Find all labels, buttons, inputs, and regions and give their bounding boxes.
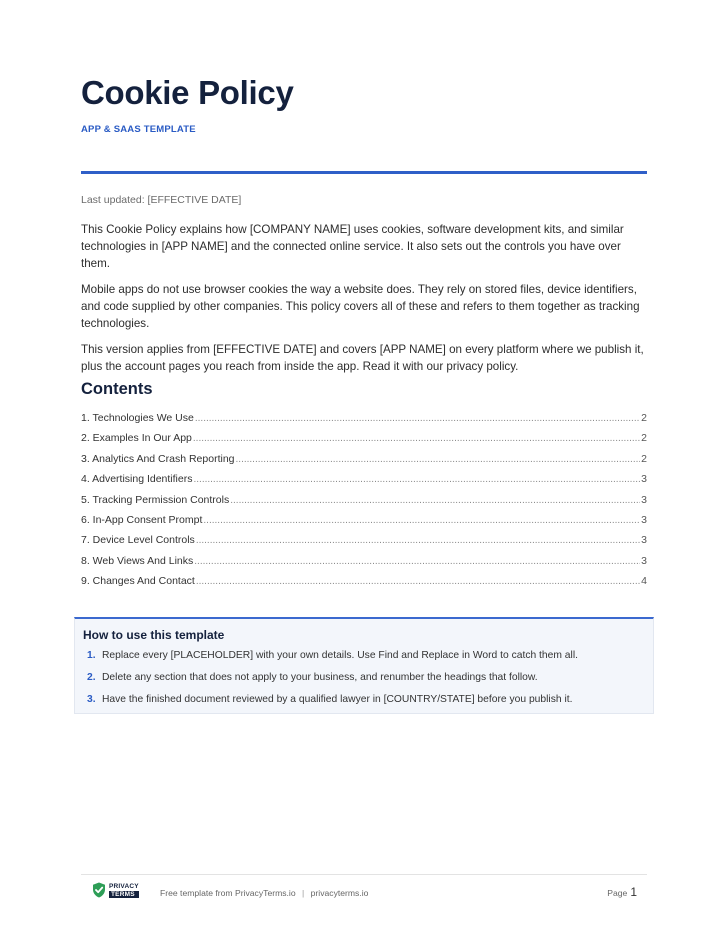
toc-item-page: 3 xyxy=(641,473,647,486)
page-number xyxy=(607,885,637,899)
toc-leader-dots xyxy=(194,556,640,567)
toc-leader-dots xyxy=(196,576,640,587)
template-steps-list xyxy=(87,650,647,716)
toc-item-label: 7. Device Level Controls xyxy=(81,534,195,547)
toc-leader-dots xyxy=(236,454,641,465)
toc-leader-dots xyxy=(203,515,640,526)
last-updated: Last updated: [EFFECTIVE DATE] xyxy=(81,194,242,206)
toc-item[interactable] xyxy=(81,514,647,534)
footer-credit xyxy=(160,888,368,898)
toc-leader-dots xyxy=(193,474,640,485)
toc-item-label: 9. Changes And Contact xyxy=(81,575,195,588)
footer-separator: | xyxy=(302,888,305,898)
step-text: Have the finished document reviewed by a qualified lawyer in [COUNTRY/STATE] before you publish it. xyxy=(102,694,573,705)
logo-line-privacy: PRIVACY xyxy=(109,882,139,890)
footer-divider xyxy=(81,874,647,875)
toc-leader-dots xyxy=(195,413,640,424)
toc-item[interactable] xyxy=(81,432,647,452)
toc-item-label: 3. Analytics And Crash Reporting xyxy=(81,452,235,465)
toc-item-label: 4. Advertising Identifiers xyxy=(81,473,193,486)
step-number: 2. xyxy=(87,672,96,683)
toc-item[interactable] xyxy=(81,412,647,432)
page-title: Cookie Policy xyxy=(81,74,294,111)
template-step xyxy=(87,694,647,716)
privacyterms-logo xyxy=(92,882,139,898)
toc-item-label: 1. Technologies We Use xyxy=(81,412,194,424)
page-subtitle: APP & SAAS TEMPLATE xyxy=(81,124,196,135)
toc-leader-dots xyxy=(193,433,640,444)
footer-site-link[interactable]: privacyterms.io xyxy=(310,888,369,898)
footer-free-template: Free template from PrivacyTerms.io xyxy=(160,888,296,898)
toc-item[interactable] xyxy=(81,473,647,493)
toc-item-page: 3 xyxy=(641,493,647,506)
toc-item-page: 3 xyxy=(641,554,647,567)
intro-paragraph: Mobile apps do not use browser cookies the way a website does. They rely on stored files, device identifiers, and code supplied by other companies. This policy covers all of these and refers to them together as tracking technologies. xyxy=(81,283,640,330)
toc-item[interactable] xyxy=(81,575,647,595)
toc-item[interactable] xyxy=(81,555,647,575)
title-divider xyxy=(81,171,647,174)
step-text: Replace every [PLACEHOLDER] with your own details. Use Find and Replace in Word to catch them all. xyxy=(102,650,578,661)
contents-heading: Contents xyxy=(81,380,153,398)
toc-item[interactable] xyxy=(81,453,647,473)
logo-line-terms: TERMS xyxy=(109,891,139,898)
toc-item-page: 3 xyxy=(641,534,647,547)
page-number-value: 1 xyxy=(630,885,637,899)
template-instructions-title: How to use this template xyxy=(83,628,225,642)
intro-section xyxy=(81,221,653,384)
toc-item[interactable] xyxy=(81,534,647,554)
step-number: 3. xyxy=(87,694,96,705)
toc-item-label: 2. Examples In Our App xyxy=(81,432,192,445)
shield-check-icon xyxy=(92,882,106,898)
template-instructions-box xyxy=(74,617,654,714)
intro-paragraph: This version applies from [EFFECTIVE DATE] and covers [APP NAME] on every platform where we publish it, plus the account pages you reach from inside the app. Read it with our privacy policy. xyxy=(81,343,644,373)
toc-leader-dots xyxy=(196,535,640,546)
toc-item-label: 5. Tracking Permission Controls xyxy=(81,493,230,506)
toc-item-page: 2 xyxy=(641,452,647,465)
toc-item-page: 2 xyxy=(641,432,647,445)
toc-leader-dots xyxy=(230,495,640,506)
template-step xyxy=(87,672,647,694)
logo-wordmark xyxy=(109,883,139,898)
toc-item-page: 4 xyxy=(641,575,647,588)
table-of-contents xyxy=(81,412,647,596)
toc-item-label: 8. Web Views And Links xyxy=(81,554,194,567)
step-text: Delete any section that does not apply to your business, and renumber the headings that follow. xyxy=(102,672,538,683)
page-label: Page xyxy=(607,888,628,898)
toc-item-page: 2 xyxy=(641,412,647,424)
intro-paragraph: This Cookie Policy explains how [COMPANY NAME] uses cookies, software development kits, and similar technologies in [APP NAME] and the connected online service. It also sets out the controls you have over them. xyxy=(81,223,624,270)
toc-item[interactable] xyxy=(81,494,647,514)
template-step xyxy=(87,650,647,672)
toc-item-page: 3 xyxy=(641,513,647,526)
toc-item-label: 6. In-App Consent Prompt xyxy=(81,513,203,526)
step-number: 1. xyxy=(87,650,96,661)
